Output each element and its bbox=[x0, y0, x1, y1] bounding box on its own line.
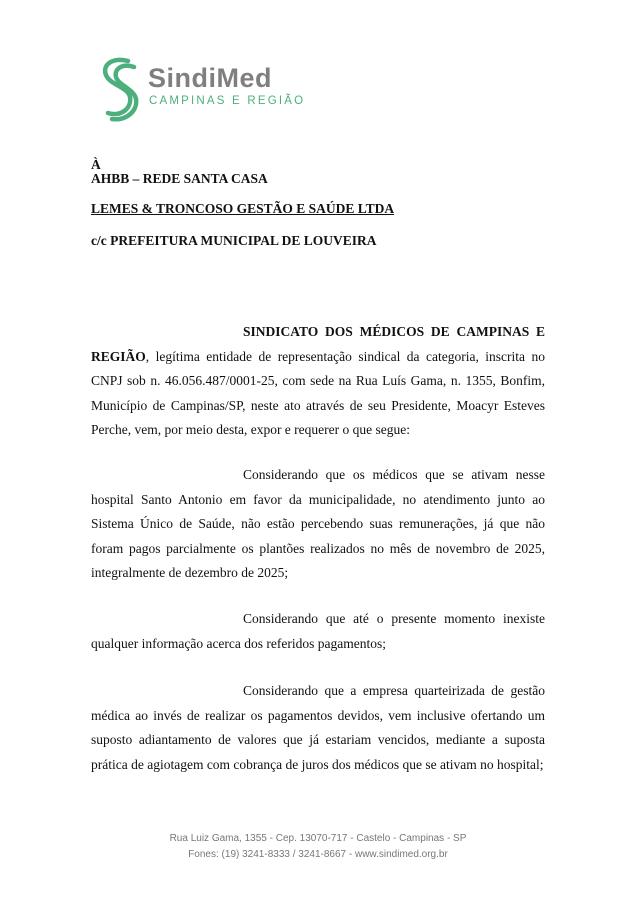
paragraph-agiotagem: Considerando que a empresa quarteirizada de gestão médica ao invés de realizar os pagamentos devidos, vem inclusive ofertando um suposto adiantamento de valores que já estariam vencidos, mediante a suposta prática de agiotagem com cobrança de juros dos médicos que se ativam no hospital; bbox=[91, 683, 545, 772]
recipient-ahbb: AHBB – REDE SANTA CASA bbox=[91, 171, 268, 186]
recipient-salutation: À bbox=[91, 157, 101, 172]
logo-tagline: CAMPINAS E REGIÃO bbox=[149, 95, 306, 107]
intro-text: , legítima entidade de representação sindical da categoria, inscrita no CNPJ sob n. 46.056.487/0001-25, com sede na Rua Luís Gama, n. 1355, Bonfim, Município de Campinas/SP, neste ato através de seu Presidente, Moacyr Esteves Perche, vem, por meio desta, expor e requerer o que segue: bbox=[91, 348, 545, 438]
sindicate-name: SINDICATO DOS MÉDICOS DE CAMPINAS E REGIÃO bbox=[91, 324, 545, 364]
recipient-copy-prefeitura: c/c PREFEITURA MUNICIPAL DE LOUVEIRA bbox=[91, 233, 377, 248]
sindimed-logo bbox=[98, 55, 306, 125]
recipient-lemes-troncoso: LEMES & TRONCOSO GESTÃO E SAÚDE LTDA bbox=[91, 201, 395, 216]
logo-wordmark: SindiMed bbox=[148, 63, 272, 93]
sindimed-s-emblem-icon bbox=[98, 55, 142, 125]
footer-contacts: Fones: (19) 3241-8333 / 3241-8667 - www.sindimed.org.br bbox=[188, 849, 448, 860]
page-footer bbox=[0, 831, 636, 863]
intro-paragraph bbox=[91, 320, 545, 443]
footer-address: Rua Luiz Gama, 1355 - Cep. 13070-717 - Castelo - Campinas - SP bbox=[169, 833, 467, 844]
paragraph-informacao: Considerando que até o presente momento inexiste qualquer informação acerca dos referidos pagamentos; bbox=[91, 611, 545, 651]
paragraph-remuneracao: Considerando que os médicos que se ativam nesse hospital Santo Antonio em favor da municipalidade, no atendimento junto ao Sistema Único de Saúde, não estão percebendo suas remunerações, já que não foram pagos parcialmente os plantões realizados no mês de novembro de 2025, integralmente de dezembro de 2025; bbox=[91, 467, 545, 581]
